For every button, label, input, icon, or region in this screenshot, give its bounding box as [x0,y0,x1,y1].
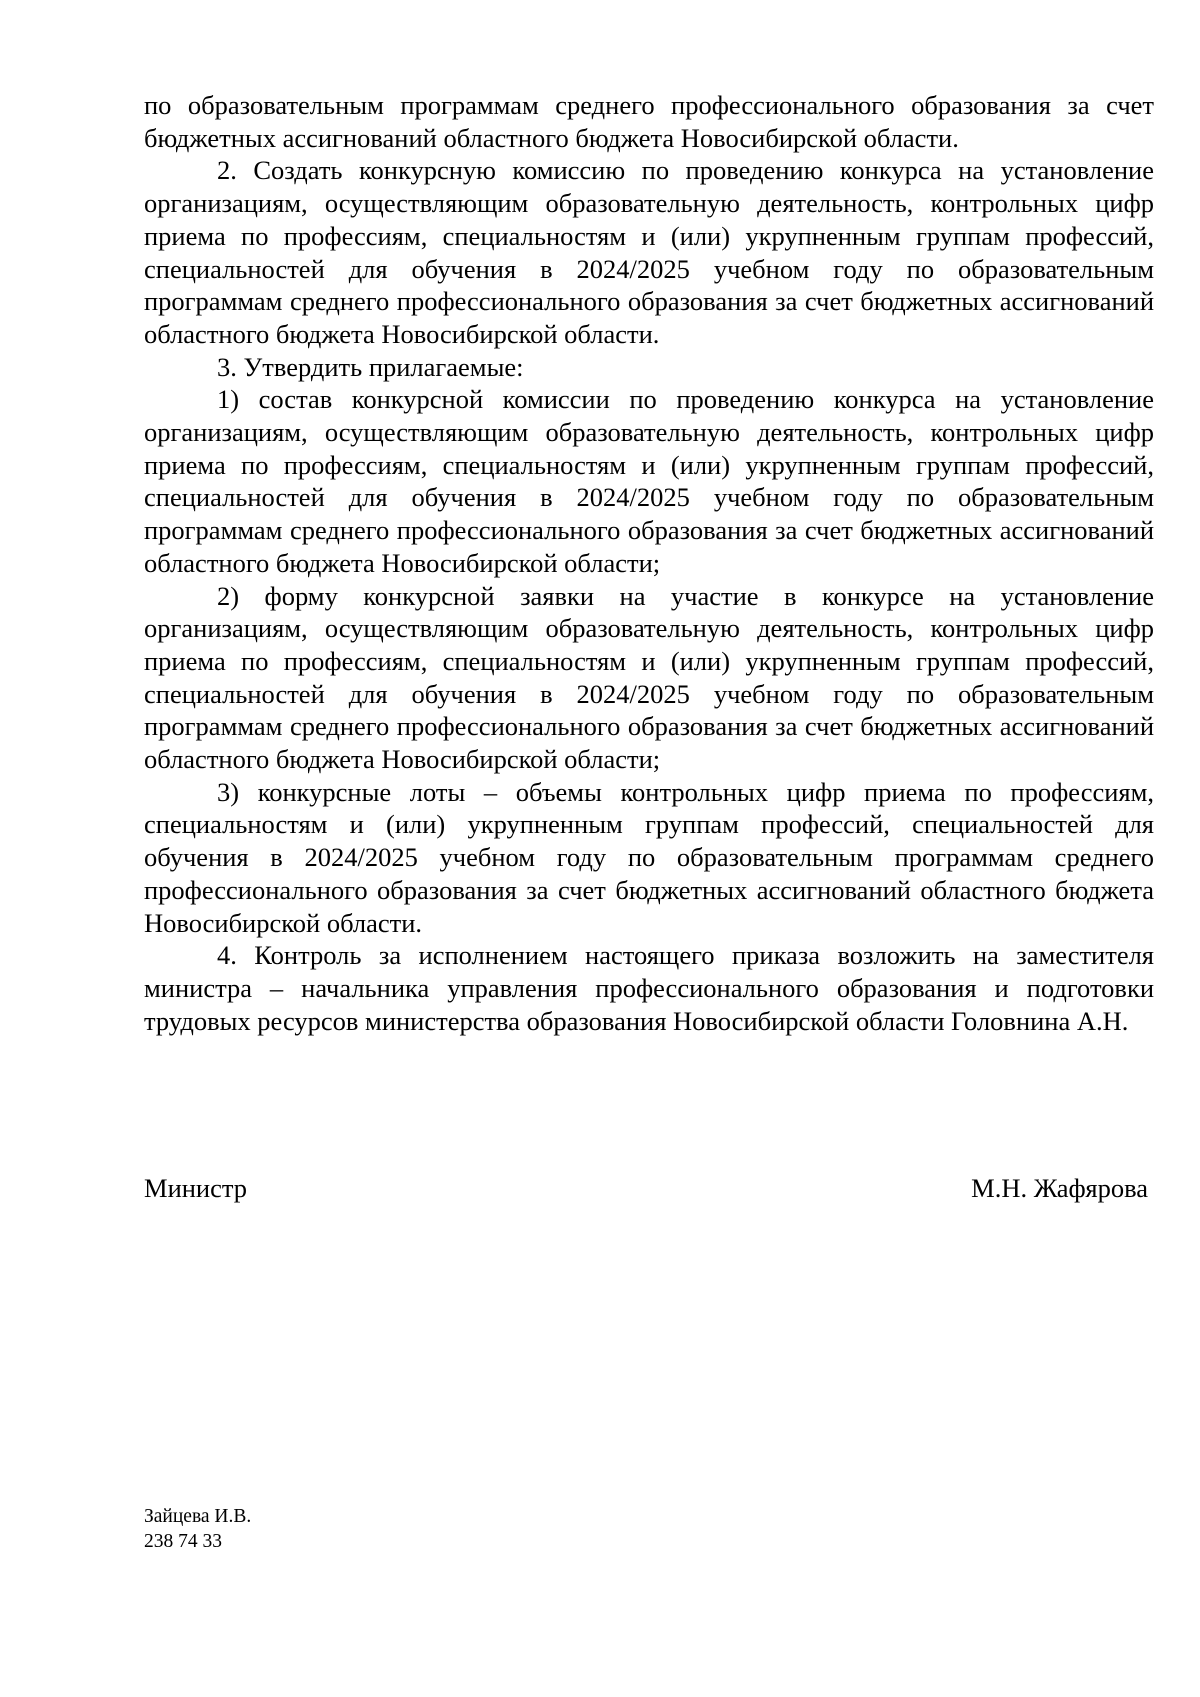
paragraph-item-4: 4. Контроль за исполнением настоящего приказа возложить на заместителя министра – начальника управления профессионального образования и подготовки трудовых ресурсов министерства образования Новосибирской области Головнина А.Н. [144,940,1154,1036]
paragraph-subitem-3: 3) конкурсные лоты – объемы контрольных цифр приема по профессиям, специальностям и (или) укрупненным группам профессий, специальностей для обучения в 2024/2025 учебном году по образовательным программам среднего профессионального образования за счет бюджетных ассигнований областного бюджета Новосибирской области. [144,776,1154,938]
executor-name: Зайцева И.В. [144,1506,252,1527]
paragraph-item-2: 2. Создать конкурсную комиссию по проведению конкурса на установление организациям, осуществляющим образовательную деятельность, контрольных цифр приема по профессиям, специальностям и (или) укрупненным группам профессий, специальностей для обучения в 2024/2025 учебном году по образовательным программам среднего профессионального образования за счет бюджетных ассигнований областного бюджета Новосибирской области. [144,155,1154,349]
paragraph-subitem-2: 2) форму конкурсной заявки на участие в конкурсе на установление организациям, осуществляющим образовательную деятельность, контрольных цифр приема по профессиям, специальностям и (или) укрупненным группам профессий, специальностей для обучения в 2024/2025 учебном году по образовательным программам среднего профессионального образования за счет бюджетных ассигнований областного бюджета Новосибирской области; [144,580,1154,775]
paragraph-subitem-1: 1) состав конкурсной комиссии по проведению конкурса на установление организациям, осуществляющим образовательную деятельность, контрольных цифр приема по профессиям, специальностям и (или) укрупненным группам профессий, специальностей для обучения в 2024/2025 учебном году по образовательным программам среднего профессионального образования за счет бюджетных ассигнований областного бюджета Новосибирской области; [144,384,1154,578]
signatory-name: М.Н. Жафярова [971,1173,1148,1203]
signature-block [144,1172,1148,1204]
executor-phone: 238 74 33 [144,1531,222,1552]
signatory-position: Министр [144,1173,248,1203]
executor-block [144,1504,251,1554]
paragraph-item-3: 3. Утвердить прилагаемые: [217,351,524,382]
document-body [144,89,1154,1037]
paragraph-continuation: по образовательным программам среднего профессионального образования за счет бюджетных ассигнований областного бюджета Новосибирской области. [144,90,1154,153]
